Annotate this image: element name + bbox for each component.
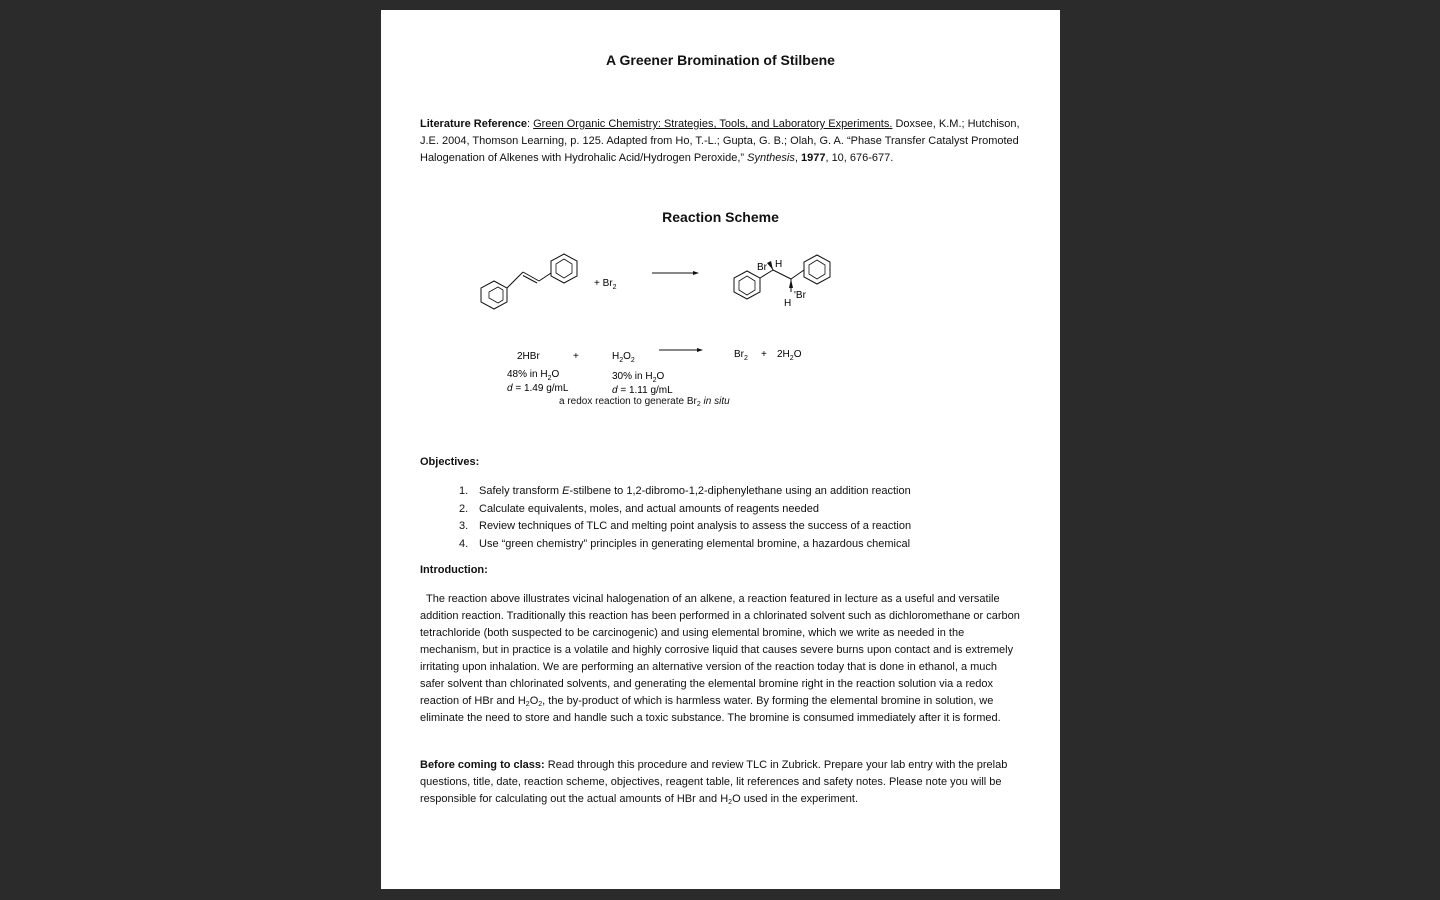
lit-ref-text: Doxsee, K.M.; Hutchison, J.E. 2004, Thomson Learning, p. 125. Adapted from Ho, T.-L.; Gupta, G. B.; Olah, G. A. “Phase Transfer Catalyst Promoted Halogenation of Alkenes with Hydrohalic Acid/Hydrogen Peroxide,” [420, 118, 1020, 164]
lit-ref-pages: , 10, 676-677. [825, 152, 894, 164]
lit-ref-book: Green Organic Chemistry: Strategies, Tools, and Laboratory Experiments. [533, 118, 893, 130]
lit-ref-label: Literature Reference [420, 118, 527, 130]
introduction-paragraph: The reaction above illustrates vicinal halogenation of an alkene, a reaction featured in lecture as a useful and versatile addition reaction. Traditionally this reaction has been performed in a chlorinated solvent such as dichloromethane or carbon tetrachloride (both suspected to be carcinogenic) and using elemental bromine, which we write as needed in the mechanism, but in practice is a volatile and highly corrosive liquid that causes severe burns upon contact and is extremely irritating upon inhalation. We are performing an alternative version of the reaction today that is done in ethanol, a much safer solvent than chlorinated solvents, and generating the elemental bromine right in the reaction solution via a redox reaction of HBr and $H_2O_2$, the by-product of which is harmless water. By forming the elemental bromine in solution, we eliminate the need to store and handle such a toxic substance. The bromine is consumed immediately after it is formed. [420, 593, 1020, 724]
literature-reference: Literature Reference: Green Organic Chemistry: Strategies, Tools, and Laboratory Experiments. Doxsee, K.M.; Hutchison, J.E. 2004, Thomson Learning, p. 125. Adapted from Ho, T.-L.; Gupta, G. B.; Olah, G. A. “Phase Transfer Catalyst Promoted Halogenation of Alkenes with Hydrohalic Acid/Hydrogen Peroxide,” Synthesis, 1977, 10, 676-677. [420, 118, 1020, 164]
wedge-bond [767, 261, 773, 270]
list-item: 2. Calculate equivalents, moles, and actual amounts of reagents needed [459, 502, 819, 515]
introduction-heading: Introduction: [420, 564, 488, 576]
h2o2-concentration: 30% in $H_2O$ [612, 371, 665, 384]
reaction-scheme-diagram [381, 236, 1060, 396]
list-item: 4. Use “green chemistry” principles in generating elemental bromine, a hazardous chemical [459, 537, 911, 550]
product-br-bottom: 'Br [794, 290, 806, 301]
list-item: 1. Safely transform E-stilbene to 1,2-dibromo-1,2-diphenylethane using an addition reaction [459, 485, 911, 497]
stilbene-structure [481, 254, 577, 309]
plus-bromine-label: + $Br_2$ [594, 278, 617, 291]
list-item: 3. Review techniques of TLC and melting point analysis to assess the success of a reaction [459, 520, 912, 532]
wedge-bond-lower [789, 279, 793, 288]
document-page [381, 10, 1060, 889]
objectives-heading: Objectives: [420, 456, 480, 468]
product-h-top: H [775, 259, 783, 270]
product-br-top: Br [757, 262, 767, 273]
before-class-heading: Before coming to class: [420, 759, 545, 771]
product-h-bottom: H [784, 298, 792, 309]
objectives-list [459, 483, 911, 553]
reaction-arrow-main [652, 271, 699, 275]
before-class-paragraph: Before coming to class: Read through this procedure and review TLC in Zubrick. Prepare your lab entry with the prelab questions, title, date, reaction scheme, objectives, reagent table, lit references and safety notes. Please note you will be responsible for calculating out the actual amounts of HBr and $H_2O$ used in the experiment. [420, 759, 1008, 806]
hbr-label: 2HBr [517, 351, 540, 362]
h2o2-label: $H_2O_2$ [612, 351, 635, 364]
hbr-concentration: 48% in $H_2O$ [507, 369, 560, 382]
h2o2-density: d = 1.11 g/mL [612, 385, 673, 396]
lit-ref-journal: Synthesis [747, 152, 795, 164]
document-title: A Greener Bromination of Stilbene [606, 52, 835, 68]
redox-plus: + [573, 351, 579, 362]
lit-ref-year: 1977 [800, 152, 826, 164]
hbr-density: d = 1.49 g/mL [507, 383, 569, 394]
reaction-scheme-title: Reaction Scheme [662, 209, 779, 225]
bromine-product: $Br_2$ [734, 349, 748, 362]
redox-plus-products: + [761, 349, 767, 360]
water-product: $2H_2O$ [777, 349, 802, 362]
reaction-arrow-redox [659, 348, 703, 352]
redox-caption: a redox reaction to generate $Br_2$ in situ [559, 396, 730, 408]
